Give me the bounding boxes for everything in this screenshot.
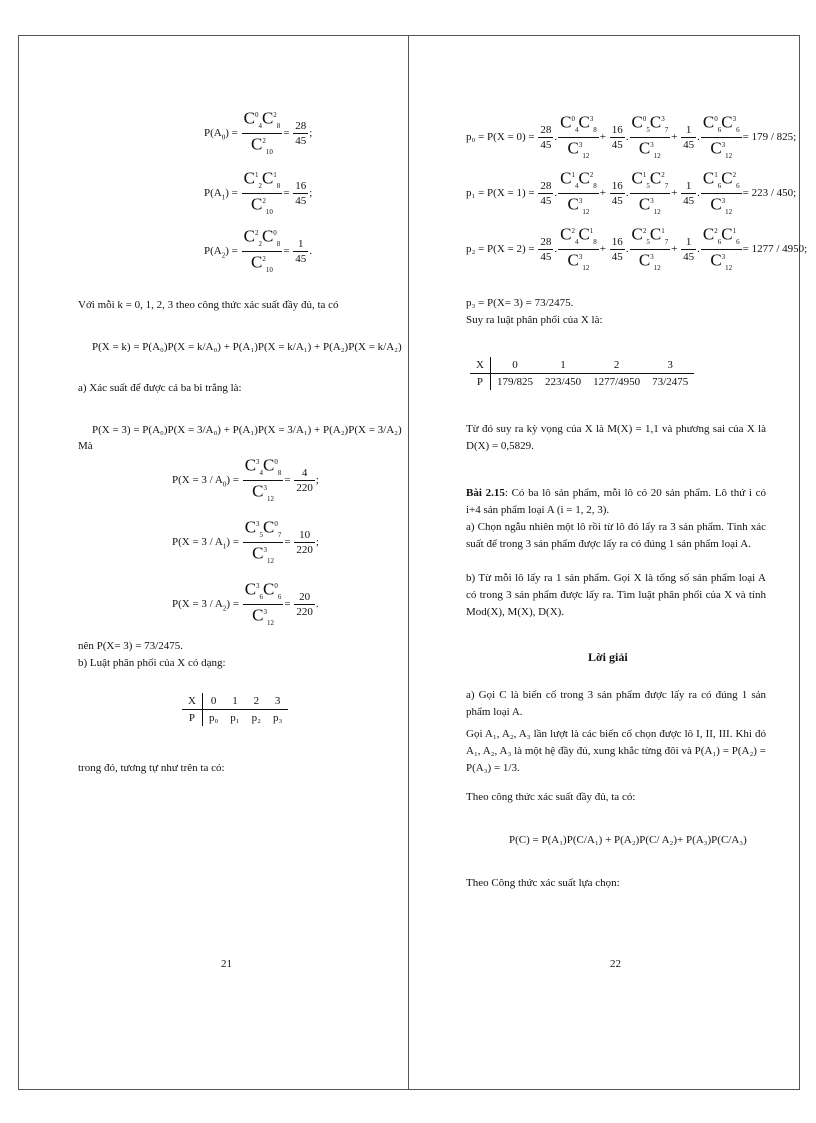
table-cell: 179/825	[496, 376, 534, 388]
eq-cond-a2: $P(X = 3 / A_2)$ = $\frac{C^3_6C^0_6}{C^3_{12}}$ = $\frac{20}{220}$ .	[172, 579, 319, 628]
bai-part-b: b) Từ mỗi lô lấy ra 1 sản phẩm. Gọi X là tổng số sản phẩm loại A có trong 3 sản phẩm được lấy ra. Tìm luật phân phối của X và tính Mod(X), M(X), D(X).	[466, 572, 766, 618]
eq-p0: p₀ = P(X = 0) = $\frac{28}{45}$ . $\frac{C^0_4C^3_8}{C^3_{12}}$ + $\frac{16}{45}$ . $\frac{C^0_5C^3_7}{C^3_{12}}$ + $\frac{1}{45}$ . $\frac{C^0_6C^3_6}{C^3_{12}}$ = 179 / 825;	[466, 112, 797, 161]
eq-p1: p₁ = P(X = 1) = $\frac{28}{45}$ . $\frac{C^1_4C^2_8}{C^3_{12}}$ + $\frac{16}{45}$ . $\frac{C^1_5C^2_7}{C^3_{12}}$ + $\frac{1}{45}$ . $\frac{C^1_6C^2_6}{C^3_{12}}$ = 223 / 450;	[466, 168, 797, 217]
eq-p-a0: $P(A_0)$ = $\frac{C^0_4C^2_8}{C^2_{10}}$ = $\frac{28}{45}$ ;	[204, 108, 313, 157]
table-cell: 1	[539, 357, 587, 374]
bai-text: : Có ba lô sản phẩm, mỗi lô có 20 sản phẩm. Lô thứ i có i+4 sản phẩm loại A (i = 1, 2, 3).	[466, 487, 766, 516]
goi-text: Gọi A₁, A₂, A₃ lần lượt là các biến cố chọn được lô I, II, III. Khi đó A₁, A₂, A₃ là một hệ đầy đủ, xung khắc từng đôi và P(A₁) = P(A₂) = P(A₃) = 1/3.	[466, 728, 766, 774]
table-cell: 0	[202, 693, 224, 710]
table-cell: 73/2475	[652, 376, 689, 388]
table-x-label: X	[182, 693, 202, 710]
formula-p-x-k: P(X = k) = P(A₀)P(X = k/A₀) + P(A₁)P(X = k/A₁) + P(A₂)P(X = k/A₂)	[92, 341, 402, 353]
theo-lua-chon-text: Theo Công thức xác suất lựa chọn:	[466, 877, 620, 889]
table-cell: 3	[267, 693, 288, 710]
table-cell: p₀	[208, 712, 219, 724]
table-cell: p₃	[272, 712, 283, 724]
table-x-label: X	[470, 357, 490, 374]
table-cell: p₂	[251, 712, 261, 724]
table-cell: p₁	[230, 712, 240, 724]
p3-text: p₃ = P(X= 3) = 73/2475.	[466, 297, 574, 309]
part-a-text: a) Xác suất để được cả ba bi trắng là:	[78, 382, 242, 394]
eq-cond-a1: $P(X = 3 / A_1)$ = $\frac{C^3_5C^0_7}{C^3_{12}}$ = $\frac{10}{220}$ ;	[172, 517, 319, 566]
table-cell: 2	[587, 357, 646, 374]
table-cell: 1277/4950	[593, 376, 641, 388]
distribution-table-right	[470, 357, 694, 390]
distribution-table-left	[182, 693, 288, 726]
ma-text: Mà	[78, 440, 93, 452]
nen-text: nên P(X= 3) = 73/2475.	[78, 640, 183, 652]
page-divider	[408, 35, 409, 1089]
bai-2-15	[466, 485, 766, 519]
eq-p2: p₂ = P(X = 2) = $\frac{28}{45}$ . $\frac{C^2_4C^1_8}{C^3_{12}}$ + $\frac{16}{45}$ . $\frac{C^2_5C^1_7}{C^3_{12}}$ + $\frac{1}{45}$ . $\frac{C^2_6C^1_6}{C^3_{12}}$ = 1277 / 4950;	[466, 224, 808, 273]
table-cell: 223/450	[545, 376, 582, 388]
table-p-label: P	[182, 710, 202, 727]
eq-p-a2: $P(A_2)$ = $\frac{C^2_2C^0_8}{C^2_{10}}$ = $\frac{1}{45}$ .	[204, 226, 313, 275]
eq-cond-a0: $P(X = 3 / A_0)$ = $\frac{C^3_4C^0_8}{C^3_{12}}$ = $\frac{4}{220}$ ;	[172, 455, 319, 504]
sol-a-text: a) Gọi C là biến cố trong 3 sản phẩm được lấy ra có đúng 1 sản phẩm loại A.	[466, 689, 766, 718]
loi-giai-heading: Lời giải	[588, 650, 628, 664]
page-number-left: 21	[221, 958, 232, 970]
table-cell: 1	[224, 693, 245, 710]
table-cell: 0	[490, 357, 539, 374]
eq-p-a1: $P(A_1)$ = $\frac{C^1_2C^1_8}{C^2_{10}}$ = $\frac{16}{45}$ ;	[204, 168, 313, 217]
bai-label: Bài 2.15	[466, 487, 505, 499]
bai-part-a: a) Chọn ngẫu nhiên một lô rồi từ lô đó lấy ra 3 sản phẩm. Tính xác suất để trong 3 sản phẩm được lấy ra có đúng 1 sản phẩm loại A.	[466, 521, 766, 550]
part-b-text: b) Luật phân phối của X có dạng:	[78, 657, 226, 669]
page-number-right: 22	[610, 958, 621, 970]
formula-p-x-3: P(X = 3) = P(A₀)P(X = 3/A₀) + P(A₁)P(X = 3/A₁) + P(A₂)P(X = 3/A₂)	[92, 424, 402, 436]
ky-vong-text: Từ đó suy ra kỳ vọng của X là M(X) = 1,1 và phương sai của X là D(X) = 0,5829.	[466, 423, 766, 452]
formula-p-c: P(C) = P(A₁)P(C/A₁) + P(A₂)P(C/ A₂)+ P(A₃)P(C/A₃)	[509, 834, 747, 846]
trong-do-text: trong đó, tương tự như trên ta có:	[78, 762, 225, 774]
table-cell: 2	[246, 693, 267, 710]
suy-ra-text: Suy ra luật phân phối của X là:	[466, 314, 603, 326]
theo-ct-text: Theo công thức xác suất đầy đủ, ta có:	[466, 791, 636, 803]
table-cell: 3	[646, 357, 694, 374]
table-p-label: P	[470, 374, 490, 391]
intro-text: Với mỗi k = 0, 1, 2, 3 theo công thức xác suất đầy đủ, ta có	[78, 299, 339, 311]
